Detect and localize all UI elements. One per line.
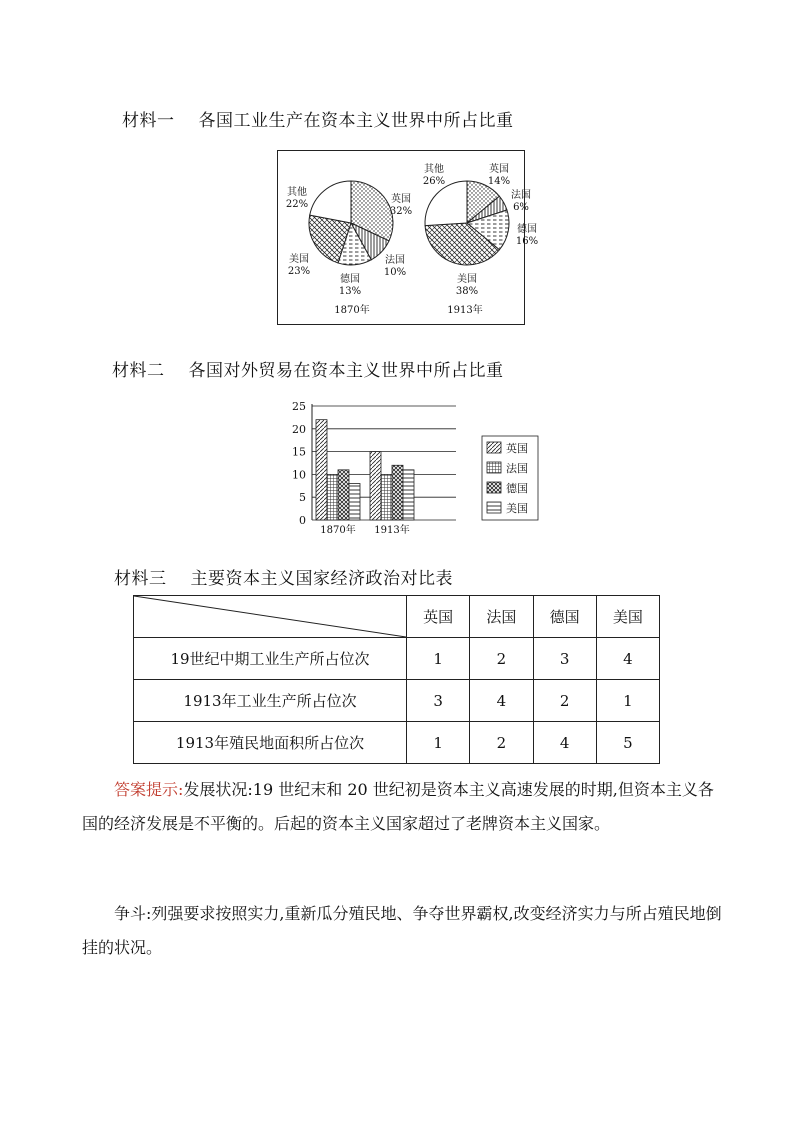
pie-slice-name-label: 其他: [424, 164, 444, 175]
table-header-cell: 美国: [596, 596, 659, 638]
bar: [327, 474, 338, 520]
y-tick-label: 15: [292, 445, 306, 459]
material1-label: 材料一: [122, 111, 175, 131]
legend-swatch: [487, 462, 501, 473]
pie-slice-value-label: 13%: [338, 286, 362, 297]
y-tick-label: 25: [292, 400, 306, 413]
material2-title: 各国对外贸易在资本主义世界中所占比重: [188, 361, 504, 381]
table-cell: 1: [407, 722, 470, 764]
pie-slice-value-label: 38%: [455, 286, 479, 297]
pie-slice-value-label: 26%: [422, 176, 446, 187]
legend-swatch: [487, 502, 501, 513]
pie-slice-name-label: 德国: [517, 224, 537, 235]
answer-hint-label: 答案提示:: [114, 780, 184, 799]
y-tick-label: 10: [292, 468, 306, 482]
table-cell: 5: [596, 722, 659, 764]
table-cell: 4: [596, 638, 659, 680]
table-cell: 3: [407, 680, 470, 722]
row-label: 1913年工业生产所占位次: [134, 680, 407, 722]
row-label: 1913年殖民地面积所占位次: [134, 722, 407, 764]
bar: [349, 484, 360, 520]
material1-title: 各国工业生产在资本主义世界中所占比重: [198, 111, 514, 131]
legend-swatch: [487, 442, 501, 453]
pie-charts-svg: [277, 150, 539, 325]
table-cell: 2: [533, 680, 596, 722]
pie-slice-name-label: 法国: [385, 255, 405, 266]
table-cell: 2: [470, 722, 533, 764]
x-category-label: 1870年: [320, 525, 356, 536]
comparison-table: [133, 595, 660, 764]
legend-label: 德国: [506, 482, 528, 495]
legend-label: 美国: [506, 502, 528, 515]
table-cell: 1: [407, 638, 470, 680]
material1-heading: [122, 106, 514, 131]
table-header-cell: 英国: [407, 596, 470, 638]
answer-text-2: 争斗:列强要求按照实力,重新瓜分殖民地、争夺世界霸权,改变经济实力与所占殖民地倒挂的状况。: [82, 904, 722, 957]
y-tick-label: 5: [299, 491, 306, 505]
legend-label: 法国: [506, 462, 528, 475]
material3-title: 主要资本主义国家经济政治对比表: [190, 569, 453, 589]
diagonal-divider: [134, 596, 406, 637]
row-label: 19世纪中期工业生产所占位次: [134, 638, 407, 680]
material2-label: 材料二: [112, 361, 165, 381]
table-cell: 2: [470, 638, 533, 680]
table-header-cell: 法国: [470, 596, 533, 638]
pie-slice-name-label: 美国: [289, 254, 309, 265]
table-row: [134, 638, 660, 680]
pie-year-label: 1913年: [447, 305, 483, 316]
pie-slice-name-label: 美国: [457, 274, 477, 285]
pie-slice-name-label: 英国: [391, 194, 411, 205]
legend-swatch: [487, 482, 501, 493]
pie-slice-name-label: 德国: [340, 274, 360, 285]
bar-chart-svg: [284, 396, 554, 542]
material2-heading: [112, 356, 504, 381]
pie-slice-value-label: 6%: [513, 202, 529, 213]
table-row: [134, 680, 660, 722]
bar: [403, 470, 414, 520]
material3-label: 材料三: [114, 569, 167, 589]
table-cell: 1: [596, 680, 659, 722]
table-cell: 4: [533, 722, 596, 764]
bar: [338, 470, 349, 520]
pie-slice-value-label: 23%: [287, 266, 311, 277]
y-tick-label: 20: [292, 422, 306, 436]
table-header-row: [134, 596, 660, 638]
pie-slice-value-label: 14%: [487, 176, 511, 187]
bar: [392, 465, 403, 520]
y-tick-label: 0: [299, 514, 306, 527]
pie-slice-name-label: 其他: [287, 187, 307, 198]
legend-label: 英国: [506, 442, 528, 455]
pie-year-label: 1870年: [334, 305, 370, 316]
pie-slice-value-label: 10%: [383, 267, 407, 278]
bar: [370, 452, 381, 520]
pie-slice-value-label: 16%: [515, 236, 539, 247]
answer-paragraph-1: [82, 773, 722, 841]
bar-chart-figure: [284, 396, 554, 546]
material3-heading: [114, 564, 453, 589]
pie-slice-value-label: 22%: [285, 199, 309, 210]
pie-slice-value-label: 32%: [389, 206, 413, 217]
answer-text-1: 发展状况:19 世纪末和 20 世纪初是资本主义高速发展的时期,但资本主义各国的经济发展是不平衡的。后起的资本主义国家超过了老牌资本主义国家。: [82, 780, 714, 833]
table-row: [134, 722, 660, 764]
x-category-label: 1913年: [374, 525, 410, 536]
bar: [316, 420, 327, 520]
pie-charts-figure: [277, 150, 539, 329]
table-corner-cell: [134, 596, 407, 638]
answer-paragraph-2: [82, 897, 722, 965]
table-header-cell: 德国: [533, 596, 596, 638]
pie-slice-name-label: 法国: [511, 190, 531, 201]
bar: [381, 474, 392, 520]
table-cell: 4: [470, 680, 533, 722]
pie-slice-name-label: 英国: [489, 164, 509, 175]
table-cell: 3: [533, 638, 596, 680]
